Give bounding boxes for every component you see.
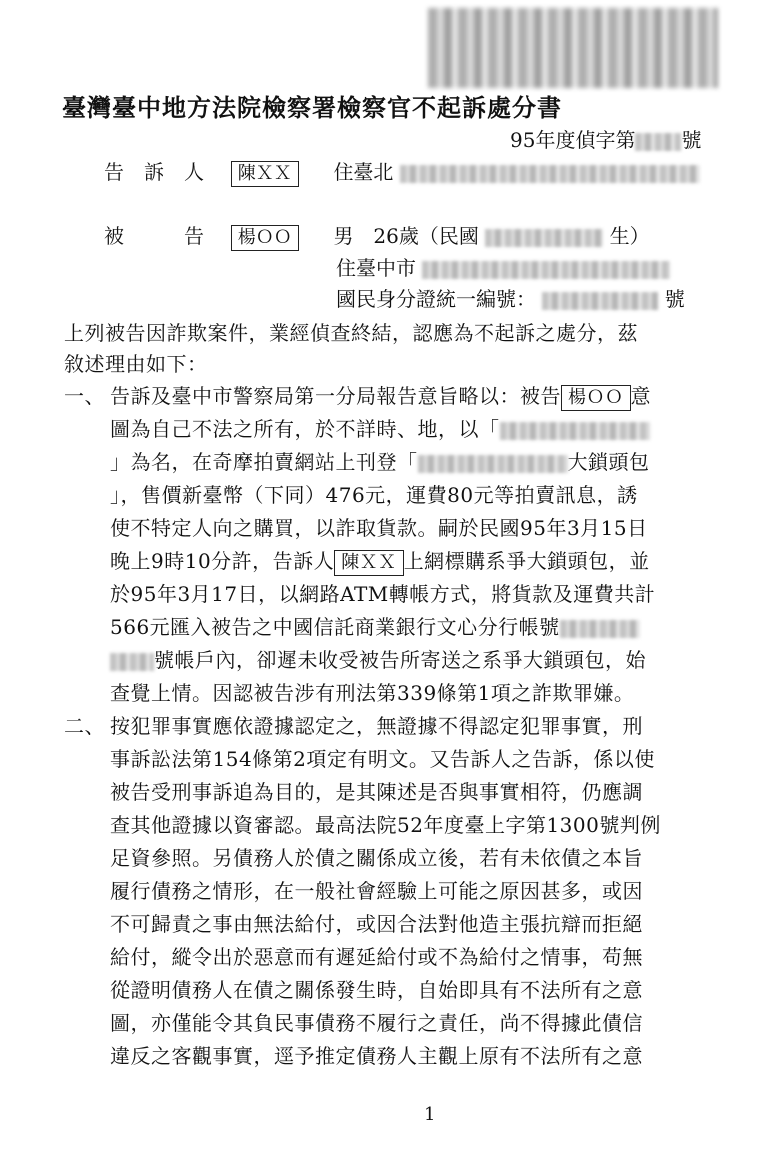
case-number	[510, 124, 701, 153]
section1-defendant-name: 楊ＯＯ	[561, 385, 631, 411]
section1-line-3	[110, 447, 650, 477]
case-number-suffix: 號	[681, 128, 702, 152]
redacted-header-block	[428, 8, 718, 88]
defendant-gender-age: 男 26歲（民國	[333, 224, 479, 248]
redacted-defendant-address	[422, 261, 670, 279]
document-title: 臺灣臺中地方法院檢察署檢察官不起訴處分書	[62, 93, 562, 122]
section1-line-3-end: 大鎖頭包	[567, 450, 650, 474]
section1-line-1-text: 告訴及臺中市警察局第一分局報告意旨略以：被告	[110, 384, 561, 408]
section2-line-1: 按犯罪事實應依證據認定之，無證據不得認定犯罪事實，刑	[110, 714, 643, 738]
redacted-seller-name	[500, 422, 650, 440]
intro-line-2: 敘述理由如下：	[64, 352, 208, 376]
intro-line-1: 上列被告因詐欺案件，業經偵查終結，認應為不起訴之處分，茲	[64, 321, 638, 345]
section1-line-4: 」，售價新臺幣（下同）476元，運費80元等拍賣訊息，誘	[110, 483, 638, 507]
section1-line-5: 使不特定人向之購買，以詐取貨款。嗣於民國95年3月15日	[110, 516, 648, 540]
section2-line-8: 給付，縱令出於惡意而有遲延給付或不為給付之情事，苟無	[110, 945, 643, 969]
defendant-address-row	[336, 253, 670, 283]
defendant-id-suffix: 號	[664, 287, 685, 311]
section1-line-1	[110, 381, 651, 411]
section2-marker: 二、	[64, 714, 105, 738]
redacted-case-number	[635, 133, 681, 151]
section1-line-6	[110, 546, 650, 576]
complainant-row	[104, 157, 700, 187]
section2-line-10: 圖，亦僅能令其負民事債務不履行之責任，尚不得據此債信	[110, 1011, 643, 1035]
redacted-account-number	[560, 620, 640, 638]
section2-line-5: 足資參照。另債務人於債之關係成立後，若有未依債之本旨	[110, 846, 643, 870]
redacted-complainant-address	[400, 165, 700, 183]
section2-line-4: 查其他證據以資審認。最高法院52年度臺上字第1300號判例	[110, 813, 661, 837]
section1-line-1-end: 意	[630, 384, 651, 408]
section1-line-8-text: 566元匯入被告之中國信託商業銀行文心分行帳號	[110, 615, 560, 639]
complainant-label: 告 訴 人	[104, 160, 204, 184]
defendant-birth-suffix: 生）	[609, 224, 650, 248]
section1-line-8	[110, 612, 640, 642]
redacted-product-name	[418, 455, 568, 473]
complainant-address-prefix: 住臺北	[333, 160, 394, 184]
section1-line-9-text: 號帳戶內，卻遲未收受被告所寄送之系爭大鎖頭包，始	[154, 648, 646, 672]
section1-line-6-end: 上網標購系爭大鎖頭包，並	[403, 549, 650, 573]
case-number-prefix: 95年度偵字第	[510, 128, 636, 152]
section2-line-3: 被告受刑事訴追為目的，是其陳述是否與事實相符，仍應調	[110, 780, 643, 804]
defendant-name: 楊ＯＯ	[231, 225, 299, 251]
redacted-account-number-cont	[110, 653, 154, 671]
defendant-label: 被 告	[104, 224, 204, 248]
section1-line-2-text: 圖為自己不法之所有，於不詳時、地，以「	[110, 417, 500, 441]
defendant-address-prefix: 住臺中市	[336, 256, 416, 280]
section2-line-9: 從證明債務人在債之關係發生時，自始即具有不法所有之意	[110, 978, 643, 1002]
section1-line-2	[110, 414, 650, 444]
redacted-id-number	[542, 292, 658, 310]
defendant-row	[104, 221, 650, 251]
section2-line-6: 履行債務之情形，在一般社會經驗上可能之原因甚多，或因	[110, 879, 643, 903]
section1-line-7: 於95年3月17日，以網路ATM轉帳方式，將貨款及運費共計	[110, 582, 656, 606]
section2-line-11: 違反之客觀事實，逕予推定債務人主觀上原有不法所有之意	[110, 1044, 643, 1068]
complainant-name: 陳ＸＸ	[231, 161, 299, 187]
section2-line-2: 事訴訟法第154條第2項定有明文。又告訴人之告訴，係以使	[110, 747, 655, 771]
defendant-id-label: 國民身分證統一編號：	[336, 287, 536, 311]
redacted-birthdate	[485, 229, 603, 247]
defendant-id-row	[336, 284, 685, 314]
section1-complainant-name: 陳ＸＸ	[334, 550, 404, 576]
section2-line-7: 不可歸責之事由無法給付，或因合法對他造主張抗辯而拒絕	[110, 912, 643, 936]
section1-line-6-text: 晚上9時10分許，告訴人	[110, 549, 335, 573]
section1-line-10: 查覺上情。因認被告涉有刑法第339條第1項之詐欺罪嫌。	[110, 681, 635, 705]
section1-line-9	[110, 645, 646, 675]
section1-line-3-text: 」為名，在奇摩拍賣網站上刊登「	[110, 450, 418, 474]
page-number: 1	[424, 1104, 436, 1125]
section1-marker: 一、	[64, 384, 105, 408]
